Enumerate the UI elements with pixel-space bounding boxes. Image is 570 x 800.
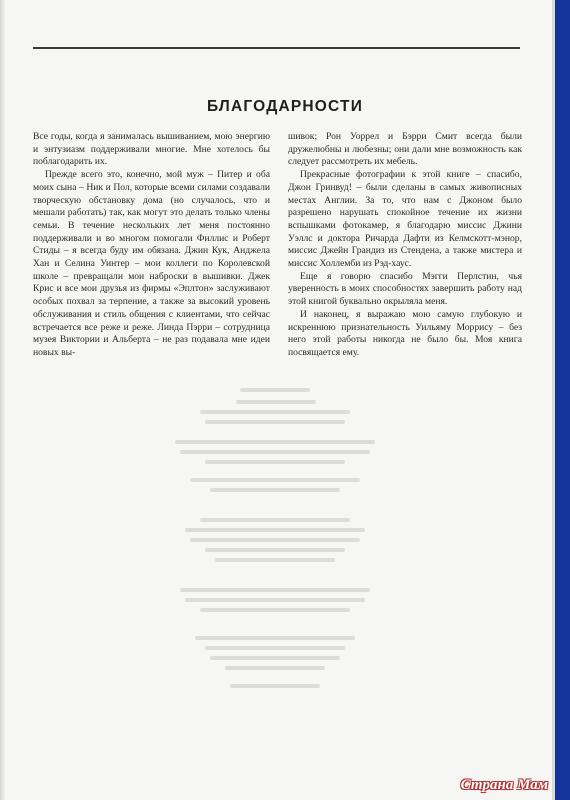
top-rule [33,47,520,49]
watermark: Страна Мам [460,777,548,793]
show-through-text [0,378,570,708]
paragraph: Еще я говорю спасибо Мэгги Перлстин, чья уверенность в моих способностях завершить работу над этой книгой буквально окрыляла меня. [288,270,522,308]
paragraph: И наконец, я выражаю мою самую глубокую и искреннюю признательность Уильяму Моррису – без него этой работы никогда не было бы. Моя книга посвящается ему. [288,308,522,358]
paragraph: Прекрасные фотографии к этой книге – спасибо, Джон Гринвуд! – были сделаны в самых живописных местах Англии. За то, что нам с Джоном было разрешено нарушать спокойное течение их жизни вспышками фотокамер, я благодарю миссис Джини Уэллс и доктора Ричарда Дафти из Келмскотт-мэнор, миссис Джейн Грандиз из Стенденa, а также мистера и миссис Холлемби из Рэд-хаус. [288,169,522,270]
paragraph: Прежде всего это, конечно, мой муж – Питер и оба моих сына – Ник и Пол, которые всеми силами создавали творческую обстановку дома (но случалось, что и мешали работать) так, как могут это делать только члены семьи. В течение нескольких лет меня постоянно поддерживали и во многом помогали Филлис и Роберт Стиды – я всегда буду им обязана. Джин Кук, Анджела Хан и Селина Уинтер – мои коллеги по Королевской школе – превращали мои наброски в вышивки. Джек Крис и все мои друзья из фирмы «Эплтон» заслуживают особых похвал за терпение, а также за высокий уровень обслуживания и стиль общения с клиентами, что сейчас встречается все реже и реже. Линда Пэрри – сотрудница музея Виктории и Альберта – не раз подавала мне идеи новых вы- [33,169,270,358]
page-title: БЛАГОДАРНОСТИ [206,98,364,115]
paragraph: Все годы, когда я занималась вышиванием, мою энергию и энтузиазм поддерживали многие. Мне хотелось бы поблагодарить их. [33,131,270,168]
left-column [33,131,270,360]
paragraph: шивок; Рон Уоррел и Бэрри Смит всегда были дружелюбны и любезны; они дали мне возможность как следует рассмотреть их мебель. [288,131,522,168]
right-column [288,131,522,360]
